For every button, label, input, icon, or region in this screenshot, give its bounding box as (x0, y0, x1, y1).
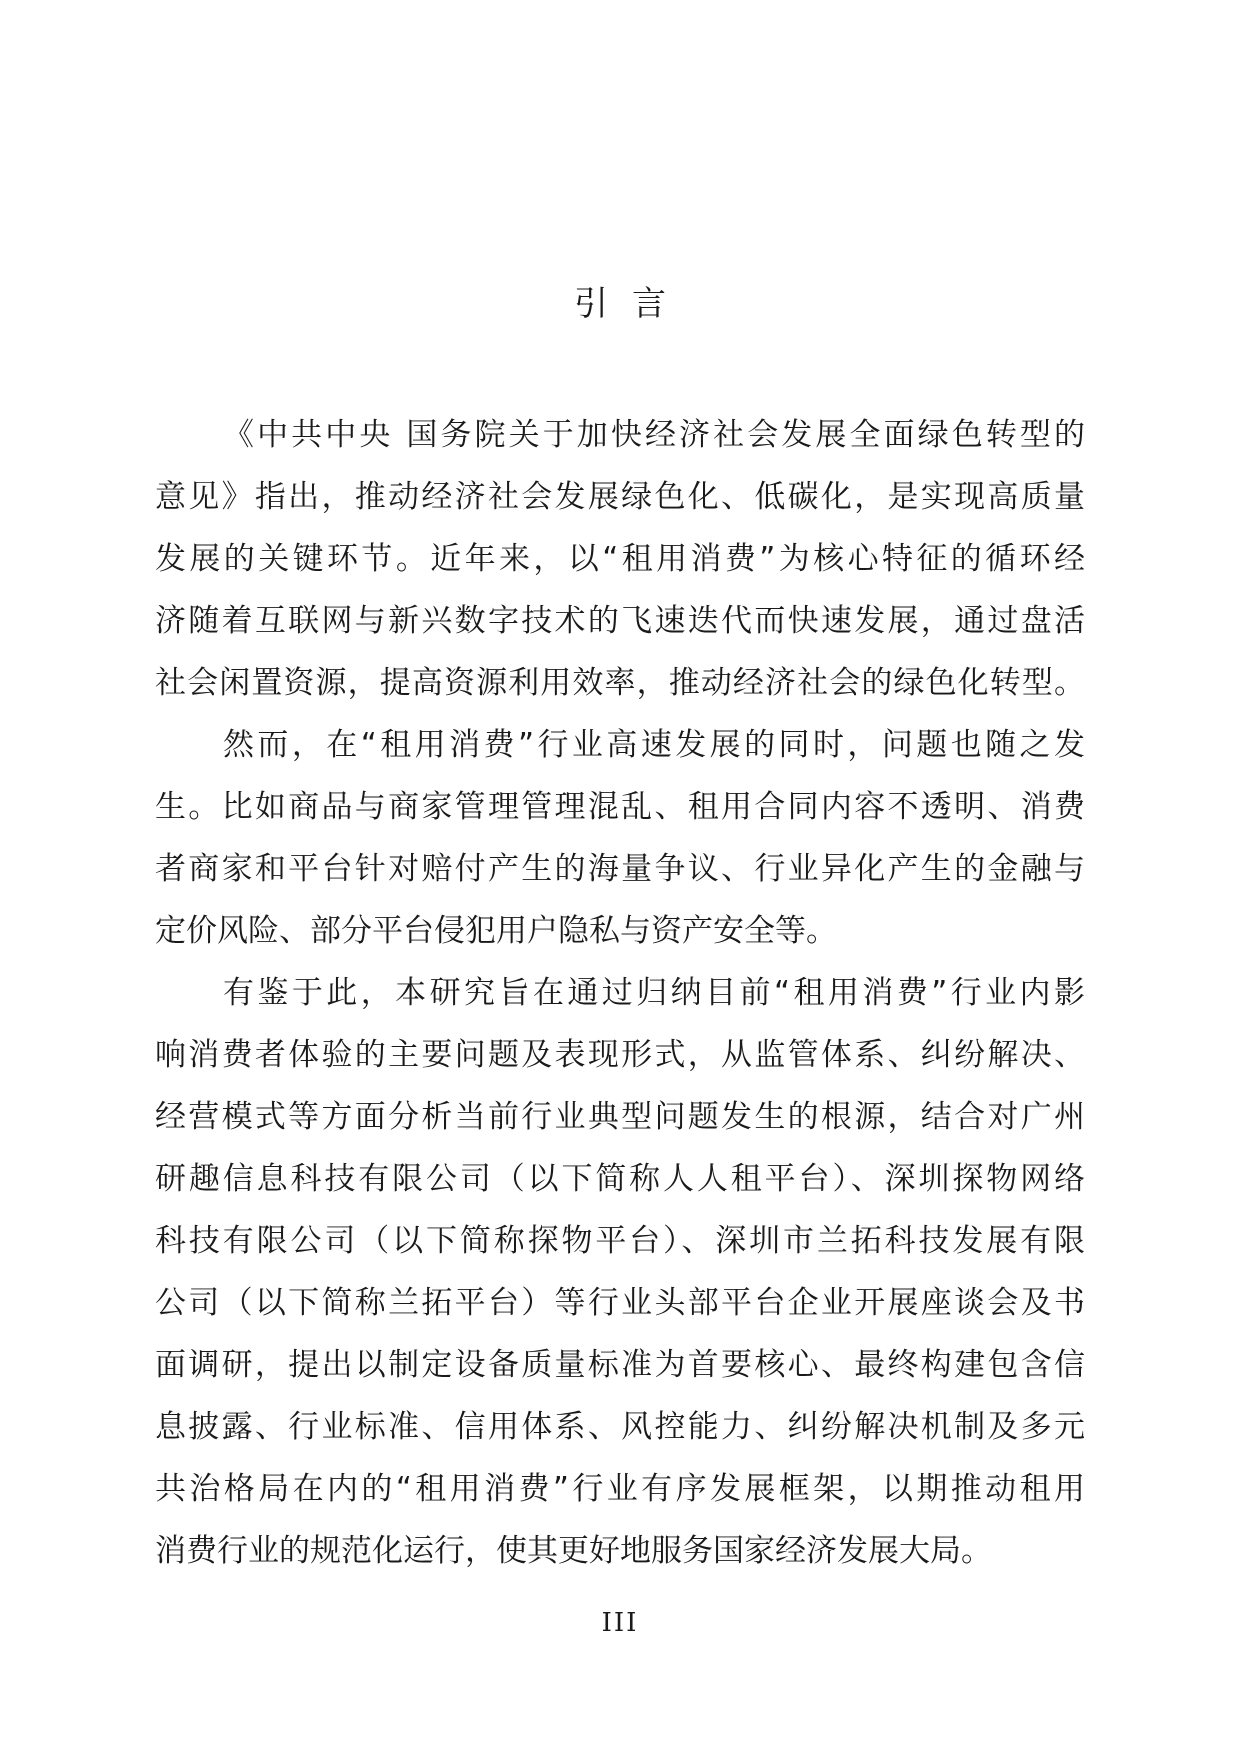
text-line: 济随着互联网与新兴数字技术的飞速迭代而快速发展，通过盘活 (155, 603, 1085, 639)
paragraph-1 (155, 404, 1085, 714)
text-line: 消费行业的规范化运行，使其更好地服务国家经济发展大局。 (155, 1533, 992, 1569)
text-line: 社会闲置资源，提高资源利用效率，推动经济社会的绿色化转型。 (155, 665, 1085, 701)
text-line: 有鉴于此，本研究旨在通过归纳目前“租用消费”行业内影 (223, 975, 1085, 1011)
page-number: III (601, 1608, 639, 1638)
paragraph-3 (155, 962, 1085, 1582)
text-line: 定价风险、部分平台侵犯用户隐私与资产安全等。 (155, 913, 837, 949)
text-line: 经营模式等方面分析当前行业典型问题发生的根源，结合对广州 (155, 1099, 1085, 1135)
paragraph-2 (155, 714, 1085, 962)
text-line: 然而，在“租用消费”行业高速发展的同时，问题也随之发 (223, 727, 1085, 763)
text-line: 响消费者体验的主要问题及表现形式，从监管体系、纠纷解决、 (155, 1037, 1085, 1073)
text-line: 科技有限公司（以下简称探物平台）、深圳市兰拓科技发展有限 (155, 1223, 1085, 1259)
body-text (155, 404, 1085, 1582)
text-line: 者商家和平台针对赔付产生的海量争议、行业异化产生的金融与 (155, 851, 1085, 887)
page-title: 引言 (574, 284, 690, 324)
text-line: 意见》指出，推动经济社会发展绿色化、低碳化，是实现高质量 (155, 479, 1085, 515)
text-line: 公司（以下简称兰拓平台）等行业头部平台企业开展座谈会及书 (155, 1285, 1085, 1321)
text-line: 共治格局在内的“租用消费”行业有序发展框架，以期推动租用 (155, 1471, 1085, 1507)
text-line: 息披露、行业标准、信用体系、风控能力、纠纷解决机制及多元 (155, 1409, 1085, 1445)
text-line: 生。比如商品与商家管理管理混乱、租用合同内容不透明、消费 (155, 789, 1085, 825)
text-line: 研趣信息科技有限公司（以下简称人人租平台）、深圳探物网络 (155, 1161, 1085, 1197)
text-line: 面调研，提出以制定设备质量标准为首要核心、最终构建包含信 (155, 1347, 1085, 1383)
text-line: 发展的关键环节。近年来，以“租用消费”为核心特征的循环经 (155, 541, 1085, 577)
text-line: 《中共中央 国务院关于加快经济社会发展全面绿色转型的 (223, 417, 1085, 453)
